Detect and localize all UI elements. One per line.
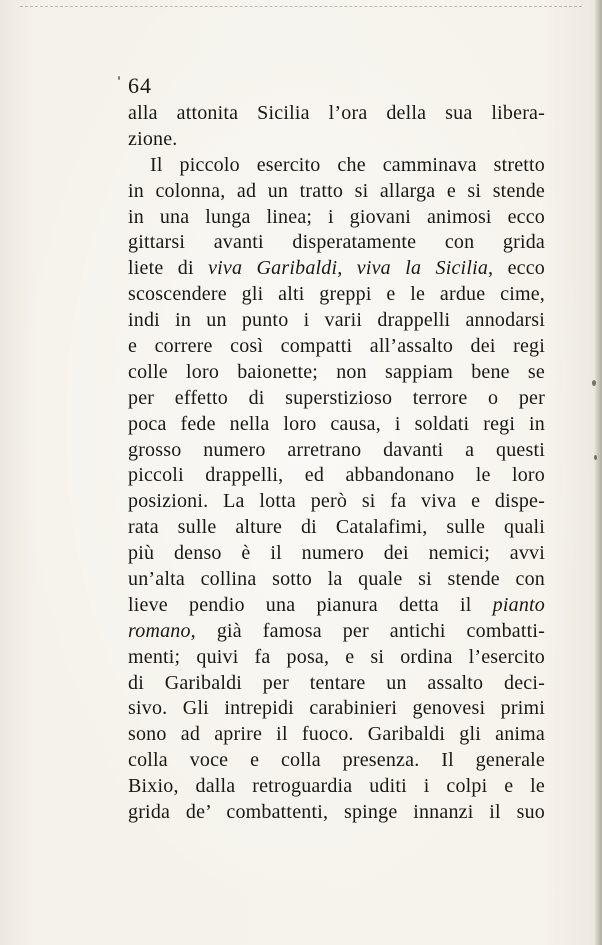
text-line: indi in un punto i varii drappelli annodarsi — [128, 309, 545, 332]
text-line: più denso è il numero dei nemici; avvi — [128, 542, 545, 565]
body-text — [128, 101, 545, 826]
text-line: gittarsi avanti disperatamente con grida — [128, 231, 545, 254]
text-line: lieve pendio una pianura detta il pianto — [128, 593, 545, 616]
text-line: in colonna, ad un tratto si allarga e si stende — [128, 179, 545, 202]
page-gutter-shadow — [594, 0, 602, 945]
text-line: poca fede nella loro causa, i soldati regi in — [128, 412, 545, 435]
text-line: rata sulle alture di Catalafimi, sulle quali — [128, 516, 545, 539]
text-line: menti; quivi fa posa, e si ordina l’esercito — [128, 645, 545, 668]
text-line: Il piccolo esercito che camminava stretto — [150, 153, 545, 176]
text-line: piccoli drappelli, ed abbandonano le loro — [128, 464, 545, 487]
text-line: colla voce e colla presenza. Il generale — [128, 749, 545, 772]
page-number: 64 — [128, 73, 152, 98]
text-line: sivo. Gli intrepidi carabinieri genovesi primi — [128, 697, 545, 720]
text-line: grida de’ combattenti, spinge innanzi il suo — [128, 801, 545, 824]
text-line: liete di viva Garibaldi, viva la Sicilia, ecco — [128, 257, 546, 280]
text-line: colle loro baionette; non sappiam bene se — [128, 360, 545, 383]
ink-speck — [118, 76, 120, 80]
italic-text: romano, — [128, 619, 196, 642]
text-line: per effetto di superstizioso terrore o per — [128, 386, 545, 409]
italic-text: pianto — [492, 593, 545, 616]
ink-speck — [594, 455, 597, 460]
text-line: in una lunga linea; i giovani animosi ecco — [128, 205, 545, 228]
text-line: sono ad aprire il fuoco. Garibaldi gli anima — [128, 723, 545, 746]
text-line: scoscendere gli alti greppi e le ardue cime, — [128, 283, 545, 306]
page-top-edge — [20, 6, 582, 8]
italic-text: viva Garibaldi, viva la Sicilia, — [208, 257, 494, 280]
text-line: zione. — [128, 127, 178, 150]
ink-speck — [592, 380, 596, 386]
text-line: grosso numero arretrano davanti a questi — [128, 438, 545, 461]
text-line: Bixio, dalla retroguardia uditi i colpi e le — [128, 775, 545, 798]
text-line: di Garibaldi per tentare un assalto deci- — [128, 671, 545, 694]
text-line: e correre così compatti all’assalto dei regi — [128, 335, 545, 358]
text-line: posizioni. La lotta però si fa viva e dispe- — [128, 490, 545, 513]
text-line: alla attonita Sicilia l’ora della sua libera- — [128, 102, 545, 124]
text-line: un’alta collina sotto la quale si stende con — [128, 568, 545, 591]
text-line: romano, già famosa per antichi combatti- — [128, 619, 545, 642]
